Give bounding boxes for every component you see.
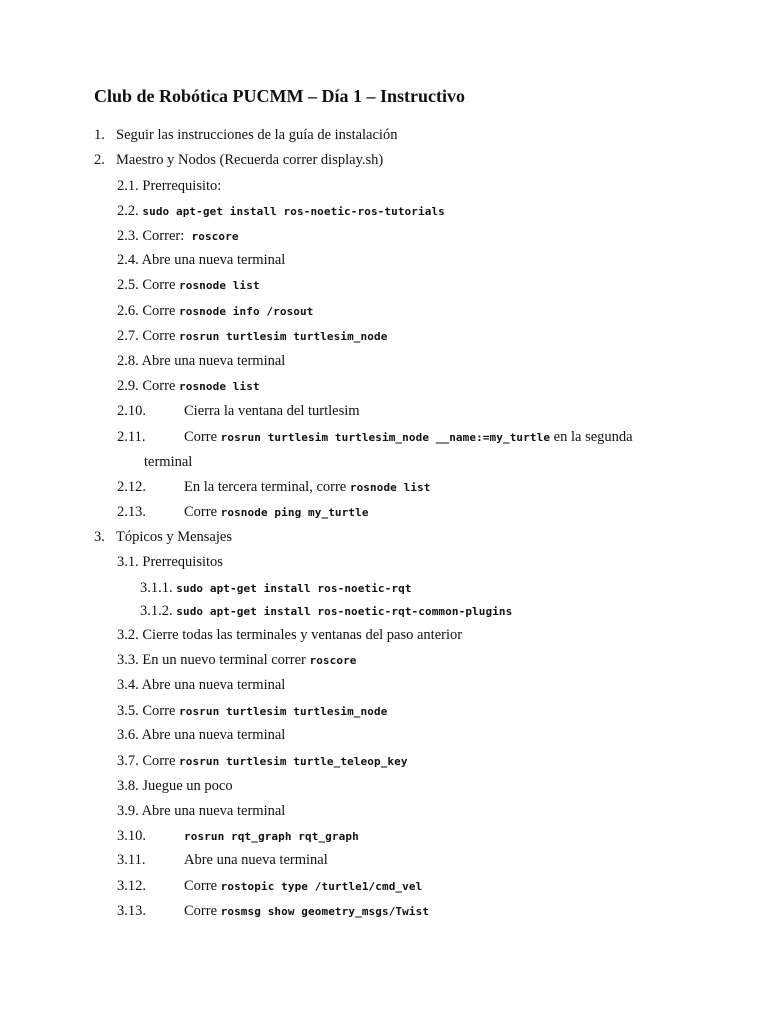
list-item-2-8: [117, 352, 285, 370]
list-item-3-3: [117, 651, 357, 670]
page-title: Club de Robótica PUCMM – Día 1 – Instructivo: [94, 86, 465, 106]
command-code: sudo apt-get install ros-noetic-ros-tutorials: [142, 205, 445, 218]
item-text: Juegue un poco: [142, 778, 233, 794]
item-text: Corre: [184, 878, 221, 894]
list-item-3-4: [117, 676, 285, 694]
item-number: 3.1.: [117, 554, 139, 570]
item-number: 2.9.: [117, 378, 139, 394]
command-code: rosnode list: [179, 279, 260, 292]
command-code: rostopic type /turtle1/cmd_vel: [220, 880, 423, 893]
command-code: sudo apt-get install ros-noetic-rqt: [176, 582, 412, 595]
command-code: rosrun turtlesim turtlesim_node __name:=my_turtle: [220, 431, 551, 444]
command-code: sudo apt-get install ros-noetic-rqt-common-plugins: [176, 605, 513, 618]
list-item-3-5: [117, 702, 387, 721]
command-code: rosnode list: [349, 481, 431, 494]
item-text: Corre: [142, 378, 180, 394]
command-code: roscore: [191, 230, 239, 243]
item-number: 2.7.: [117, 328, 139, 344]
item-text: Corre: [142, 753, 180, 769]
item-text-after: en la segunda: [550, 429, 633, 445]
item-text: Abre una nueva terminal: [141, 803, 286, 819]
item-number: 3.2.: [117, 627, 139, 643]
list-item-3-8: [117, 777, 233, 795]
list-item-2-2: [117, 202, 445, 221]
list-item-2-1: [117, 177, 221, 195]
list-item-3-6: [117, 726, 285, 744]
command-code: rosnode ping my_turtle: [220, 506, 369, 519]
item-text: Corre: [142, 277, 180, 293]
item-text: Corre: [184, 504, 221, 520]
item-number: 2.5.: [117, 277, 139, 293]
item-number: 2.10.: [117, 403, 146, 419]
list-item-2-11-continuation: [144, 453, 192, 471]
item-text: Tópicos y Mensajes: [116, 529, 232, 545]
item-number: 2.2.: [117, 203, 139, 219]
item-number: 3.10.: [117, 828, 146, 844]
item-number: 3.1.2.: [140, 603, 173, 619]
item-number: 3.5.: [117, 703, 139, 719]
item-text: En la tercera terminal, corre: [184, 479, 350, 495]
item-text: Cierre todas las terminales y ventanas del paso anterior: [142, 627, 463, 643]
item-text: Correr:: [142, 228, 188, 244]
item-text: Abre una nueva terminal: [141, 677, 286, 693]
command-code: rosrun turtlesim turtlesim_node: [179, 330, 388, 343]
item-text: Prerrequisitos: [142, 554, 223, 570]
item-number: 3.1.1.: [140, 580, 173, 596]
command-code: rosrun rqt_graph rqt_graph: [184, 830, 359, 843]
item-number: 3.13.: [117, 903, 146, 919]
item-text: Maestro y Nodos (Recuerda correr display.sh): [116, 152, 384, 168]
item-number: 3.8.: [117, 778, 139, 794]
command-code: rosnode info /rosout: [179, 305, 314, 318]
item-number: 2.3.: [117, 228, 139, 244]
item-number: 3.11.: [117, 852, 146, 868]
item-text: Corre: [184, 903, 221, 919]
item-number: 3.9.: [117, 803, 139, 819]
list-item-3-1-1: [140, 579, 412, 598]
list-item-3-9: [117, 802, 285, 820]
list-item-2-4: [117, 251, 285, 269]
item-number: 2.1.: [117, 178, 139, 194]
item-number: 2.13.: [117, 504, 146, 520]
item-text: En un nuevo terminal correr: [142, 652, 310, 668]
item-number: 3.12.: [117, 878, 146, 894]
item-number: 3.7.: [117, 753, 139, 769]
command-code: rosrun turtlesim turtlesim_node: [179, 705, 388, 718]
item-number: 2.: [94, 152, 105, 168]
item-number: 2.4.: [117, 252, 139, 268]
list-item-2-6: [117, 302, 313, 321]
list-item-2-5: [117, 276, 260, 295]
item-text: Prerrequisito:: [142, 178, 222, 194]
list-item-2-9: [117, 377, 260, 396]
item-text: Abre una nueva terminal: [141, 252, 286, 268]
command-code: rosnode list: [179, 380, 260, 393]
list-item-3-2: [117, 626, 462, 644]
item-text: Corre: [142, 703, 180, 719]
item-text: Abre una nueva terminal: [141, 727, 286, 743]
item-text: Seguir las instrucciones de la guía de instalación: [116, 127, 398, 143]
list-item-3-7: [117, 752, 408, 771]
item-number: 2.12.: [117, 479, 146, 495]
item-number: 2.6.: [117, 303, 139, 319]
command-code: rosrun turtlesim turtle_teleop_key: [179, 755, 408, 768]
list-item-2-3: [117, 227, 239, 246]
item-text: Corre: [142, 303, 180, 319]
item-text: Abre una nueva terminal: [184, 852, 328, 868]
item-text: Corre: [184, 429, 221, 445]
item-text: Abre una nueva terminal: [141, 353, 286, 369]
item-text-continuation: terminal: [144, 454, 193, 470]
item-number: 2.8.: [117, 353, 139, 369]
list-item-2-7: [117, 327, 387, 346]
command-code: rosmsg show geometry_msgs/Twist: [220, 905, 430, 918]
item-number: 1.: [94, 127, 105, 143]
command-code: roscore: [309, 654, 357, 667]
item-number: 3.3.: [117, 652, 139, 668]
item-number: 3.4.: [117, 677, 139, 693]
item-number: 2.11.: [117, 429, 146, 445]
list-item-3-1: [117, 553, 223, 571]
item-number: 3.6.: [117, 727, 139, 743]
list-item-3-1-2: [140, 602, 512, 621]
item-text: Corre: [142, 328, 180, 344]
item-number: 3.: [94, 529, 105, 545]
item-text: Cierra la ventana del turtlesim: [184, 403, 360, 419]
